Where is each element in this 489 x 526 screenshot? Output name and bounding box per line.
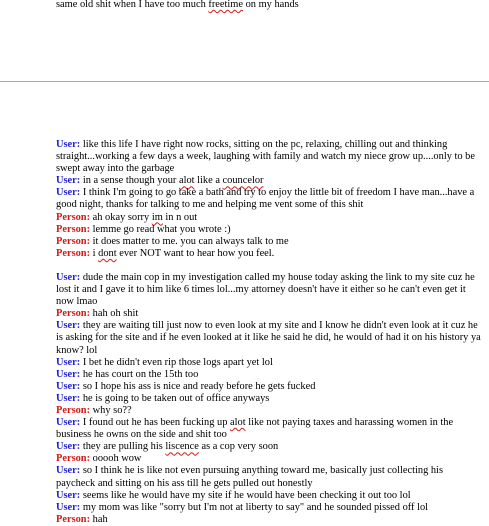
speaker-colon: : [86,247,93,259]
chat-line-user [56,272,484,308]
misspelled-word: im [151,211,163,223]
speaker-colon: : [76,417,83,429]
text-segment: ooooh wow [92,453,142,465]
speaker-colon: : [86,223,93,235]
speaker-name: User [56,417,77,429]
text-segment: dude the main cop in my investigation called my house today asking the link to my site cuz he lost it and I gave it to him like 6 times lol...my attorney doesn't have it either so he can't even get it now lmao [56,271,475,308]
chat-line-person [56,453,484,465]
text-segment: seems like he would have my site if he would have been checking it out too lol [82,489,411,501]
text-segment: so I think he is like not even pursuing anything toward me, basically just collecting his paycheck and sitting on his ass till he gets pulled out honestly [56,465,443,489]
chat-line-person [56,248,484,260]
speaker-colon: : [86,235,93,247]
block-gap [56,260,484,272]
text-segment: i [92,247,99,259]
text-segment: he has court on the 15th too [82,368,199,380]
speaker-name: User [56,392,77,404]
chat-line-user [56,502,484,514]
chat-line-user [56,187,484,211]
speaker-name: User [56,489,77,501]
text-segment: they are pulling his [82,441,166,453]
text-segment: hah oh shit [92,308,139,320]
text-segment: so I hope his ass is nice and ready before he gets fucked [82,380,316,392]
speaker-colon: : [76,187,83,199]
speaker-name: Person [56,211,87,223]
text-segment: he is going to be taken out of office anyways [82,392,270,404]
text-segment: it does matter to me. you can always talk to me [92,235,289,247]
speaker-colon: : [76,368,83,380]
misspelled-word: alot [178,175,195,187]
speaker-name: Person [56,223,87,235]
text-segment: I think I'm going to go take a bath and try to enjoy the little bit of freedom I have man...have a good night, thanks for talking to me and helping me vent some of this shit [56,187,475,211]
text-segment: I found out he has been fucking up [82,417,231,429]
text-segment: ah okay sorry [92,211,152,223]
speaker-name: User [56,441,77,453]
misspelled-word: councelor [222,175,264,187]
speaker-colon: : [76,271,83,283]
speaker-name: User [56,368,77,380]
text-segment: like not paying taxes and harassing women in the business he owns on the side and shit too [56,417,454,441]
text-segment: same old shit when I have too much [56,0,209,10]
chat-line-user [56,139,484,175]
chat-transcript [56,139,484,526]
speaker-name: Person [56,235,87,247]
speaker-colon: : [76,465,83,477]
text-segment: my mom was like "sorry but I'm not at liberty to say" and he sounded pissed off lol [82,501,429,513]
speaker-name: User [56,380,77,392]
chat-line-person [56,405,484,417]
speaker-colon: : [76,380,83,392]
speaker-name: Person [56,404,87,416]
text-segment: on my hands [243,0,299,10]
chat-line-user [56,417,484,441]
text-segment: hah [92,513,108,525]
speaker-name: Person [56,453,87,465]
speaker-colon: : [76,501,83,513]
speaker-colon: : [76,441,83,453]
speaker-name: User [56,187,77,199]
text-segment: in a sense though your [82,175,179,187]
speaker-name: Person [56,308,87,320]
speaker-colon: : [86,308,93,320]
misspelled-word: liscence [165,441,199,453]
text-segment: lemme go read what you wrote :) [92,223,231,235]
speaker-name: Person [56,513,87,525]
speaker-colon: : [86,211,93,223]
speaker-colon: : [76,392,83,404]
text-segment: I bet he didn't even rip those logs apart yet lol [82,356,273,368]
chat-line-user [56,381,484,393]
chat-line-user [56,320,484,356]
top-text-line [56,0,299,11]
text-segment: as a cop very soon [198,441,279,453]
speaker-colon: : [86,453,93,465]
chat-line-user [56,357,484,369]
chat-line-person [56,308,484,320]
speaker-name: User [56,465,77,477]
speaker-name: User [56,175,77,187]
chat-line-user [56,441,484,453]
speaker-colon: : [86,404,93,416]
speaker-name: User [56,139,77,150]
speaker-name: User [56,356,77,368]
speaker-colon: : [76,139,83,150]
speaker-colon: : [76,320,83,332]
text-segment: in n out [162,211,198,223]
speaker-name: User [56,501,77,513]
speaker-colon: : [76,356,83,368]
page-divider [0,81,489,82]
speaker-name: User [56,271,77,283]
misspelled-word: alot [230,417,246,429]
speaker-colon: : [76,175,83,187]
text-segment: ever NOT want to hear how you feel. [116,247,275,259]
misspelled-word: dont [98,247,117,259]
speaker-colon: : [76,489,83,501]
chat-line-person [56,224,484,236]
chat-line-user [56,393,484,405]
speaker-name: Person [56,247,87,259]
chat-line-user [56,465,484,489]
text-segment: like a [194,175,223,187]
chat-line-person [56,236,484,248]
chat-line-user [56,369,484,381]
text-segment: like this life I have right now rocks, sitting on the pc, relaxing, chilling out and thinking straight...working a few days a week, laughing with family and watch my niece grow up....only to be swept away into the garbage [56,139,475,175]
chat-line-person [56,212,484,224]
text-segment: they are waiting till just now to even look at my site and I know he didn't even look at it cuz he is asking for the site and if he even looked at it like he said he did, he would of had it on his history ya know? lol [56,320,481,356]
chat-line-user [56,175,484,187]
speaker-name: User [56,320,77,332]
misspelled-word: freetime [208,0,243,10]
text-segment: why so?? [92,404,132,416]
chat-line-person [56,514,484,526]
speaker-colon: : [86,513,93,525]
